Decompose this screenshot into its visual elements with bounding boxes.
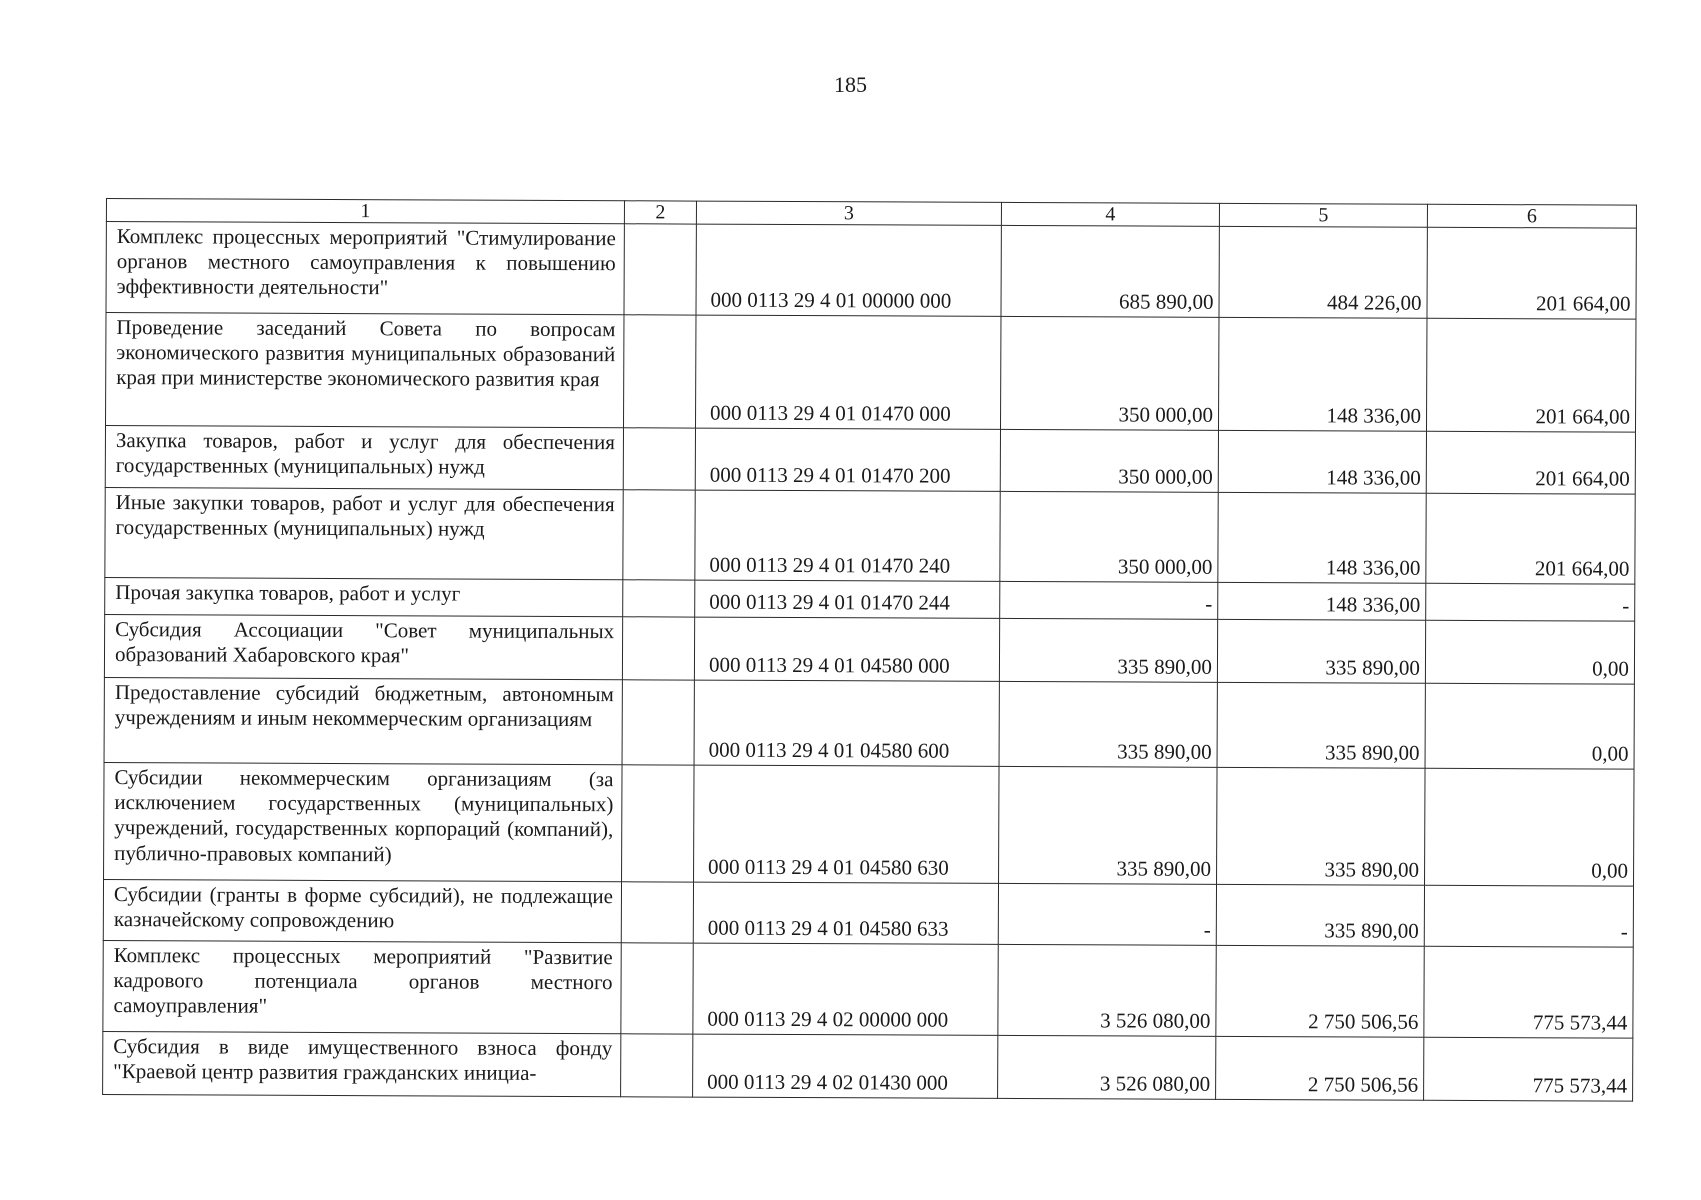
row-code-cell: 000 0113 29 4 01 04580 633	[693, 882, 998, 944]
row-col6-cell: -	[1424, 885, 1633, 947]
row-name-cell: Прочая закупка товаров, работ и услуг	[105, 577, 623, 616]
row-col4-cell: 335 890,00	[999, 681, 1217, 767]
row-col5-cell: 2 750 506,56	[1216, 1036, 1424, 1100]
row-col2-cell	[623, 490, 695, 580]
row-col2-cell	[624, 315, 696, 428]
row-col2-cell	[622, 617, 694, 680]
table-row	[104, 762, 1634, 886]
row-col6-cell: 0,00	[1425, 683, 1634, 769]
row-name-cell: Предоставление субсидий бюджетным, автономным учреждениям и иным некоммерческим организациям	[104, 677, 622, 764]
row-col6-cell: 775 573,44	[1424, 946, 1633, 1038]
row-col6-cell: 201 664,00	[1426, 493, 1635, 584]
row-code-cell: 000 0113 29 4 01 04580 630	[694, 765, 1000, 883]
row-name-cell: Комплекс процессных мероприятий "Развитие кадрового потенциала органов местного самоуправления"	[103, 940, 621, 1033]
row-col4-cell: -	[1000, 581, 1218, 619]
row-col5-cell: 335 890,00	[1217, 619, 1425, 683]
row-col2-cell	[622, 680, 694, 765]
budget-table	[102, 198, 1637, 1102]
row-col6-cell: 201 664,00	[1427, 227, 1636, 319]
row-code-cell: 000 0113 29 4 01 01470 200	[695, 428, 1000, 491]
row-code-cell: 000 0113 29 4 02 00000 000	[693, 943, 998, 1035]
row-col5-cell: 2 750 506,56	[1216, 945, 1424, 1037]
table-row	[103, 879, 1633, 947]
row-code-cell: 000 0113 29 4 01 01470 240	[695, 490, 1000, 581]
header-cell-2: 2	[624, 201, 696, 224]
row-col4-cell: -	[998, 883, 1216, 945]
row-col6-cell: 0,00	[1425, 620, 1634, 684]
table-row	[106, 313, 1636, 433]
row-code-cell: 000 0113 29 4 01 04580 600	[694, 680, 999, 766]
row-col2-cell	[621, 1034, 693, 1097]
row-code-cell: 000 0113 29 4 02 01430 000	[693, 1034, 998, 1098]
table-row	[103, 940, 1633, 1038]
row-col4-cell: 350 000,00	[1000, 429, 1218, 492]
header-cell-6: 6	[1427, 204, 1636, 228]
row-col5-cell: 335 890,00	[1216, 884, 1424, 946]
row-col2-cell	[621, 943, 693, 1034]
header-cell-1: 1	[106, 199, 624, 224]
row-name-cell: Иные закупки товаров, работ и услуг для обеспечения государственных (муниципальных) нужд	[105, 487, 623, 579]
row-code-cell: 000 0113 29 4 01 01470 244	[695, 580, 1000, 618]
row-name-cell: Субсидии (гранты в форме субсидий), не подлежащие казначейскому сопровождению	[103, 879, 621, 942]
table-row	[105, 426, 1635, 495]
page-number: 185	[834, 72, 867, 97]
row-col5-cell: 335 890,00	[1217, 767, 1426, 885]
row-code-cell: 000 0113 29 4 01 01470 000	[696, 315, 1001, 429]
row-col6-cell: 775 573,44	[1424, 1037, 1633, 1101]
row-col4-cell: 3 526 080,00	[998, 1035, 1216, 1099]
header-cell-5: 5	[1219, 203, 1427, 227]
row-col4-cell: 350 000,00	[1000, 491, 1218, 582]
row-col5-cell: 335 890,00	[1217, 682, 1425, 768]
row-col2-cell	[623, 580, 695, 617]
row-col6-cell: 201 664,00	[1426, 431, 1635, 494]
row-col5-cell: 484 226,00	[1219, 226, 1427, 318]
row-col6-cell: 0,00	[1425, 768, 1635, 886]
header-cell-4: 4	[1001, 202, 1219, 226]
header-cell-3: 3	[696, 201, 1001, 225]
row-name-cell: Проведение заседаний Совета по вопросам экономического развития муниципальных образований края при министерстве экономического развития края	[106, 313, 624, 428]
row-name-cell: Комплекс процессных мероприятий "Стимулирование органов местного самоуправления к повышению эффективности деятельности"	[106, 222, 624, 315]
row-col5-cell: 148 336,00	[1218, 317, 1426, 431]
row-name-cell: Субсидии некоммерческим организациям (за исключением государственных (муниципальных) учреждений, государственных корпораций (компаний), публично-правовых компаний)	[104, 762, 623, 881]
row-col4-cell: 350 000,00	[1000, 316, 1218, 430]
table-row	[104, 677, 1634, 769]
row-name-cell: Закупка товаров, работ и услуг для обеспечения государственных (муниципальных) нужд	[105, 426, 623, 490]
row-col5-cell: 148 336,00	[1218, 492, 1426, 583]
row-col4-cell: 335 890,00	[999, 618, 1217, 682]
row-col2-cell	[624, 224, 696, 315]
row-col5-cell: 148 336,00	[1218, 582, 1426, 620]
row-col6-cell: -	[1426, 583, 1635, 621]
table-row	[103, 1031, 1633, 1101]
row-col4-cell: 3 526 080,00	[998, 944, 1216, 1036]
row-code-cell: 000 0113 29 4 01 04580 000	[694, 617, 999, 681]
row-col2-cell	[621, 882, 693, 943]
row-col5-cell: 148 336,00	[1218, 430, 1426, 493]
row-name-cell: Субсидия в виде имущественного взноса фонду "Краевой центр развития гражданских инициа-	[103, 1031, 621, 1096]
row-col4-cell: 335 890,00	[999, 766, 1218, 884]
row-name-cell: Субсидия Ассоциации "Совет муниципальных образований Хабаровского края"	[104, 614, 622, 679]
table-row	[106, 222, 1636, 320]
row-col2-cell	[623, 428, 695, 490]
row-col2-cell	[622, 765, 695, 882]
table-row	[105, 487, 1635, 584]
row-col6-cell: 201 664,00	[1426, 318, 1635, 432]
row-col4-cell: 685 890,00	[1001, 225, 1219, 317]
table-row	[104, 614, 1634, 684]
row-code-cell: 000 0113 29 4 01 00000 000	[696, 224, 1001, 316]
